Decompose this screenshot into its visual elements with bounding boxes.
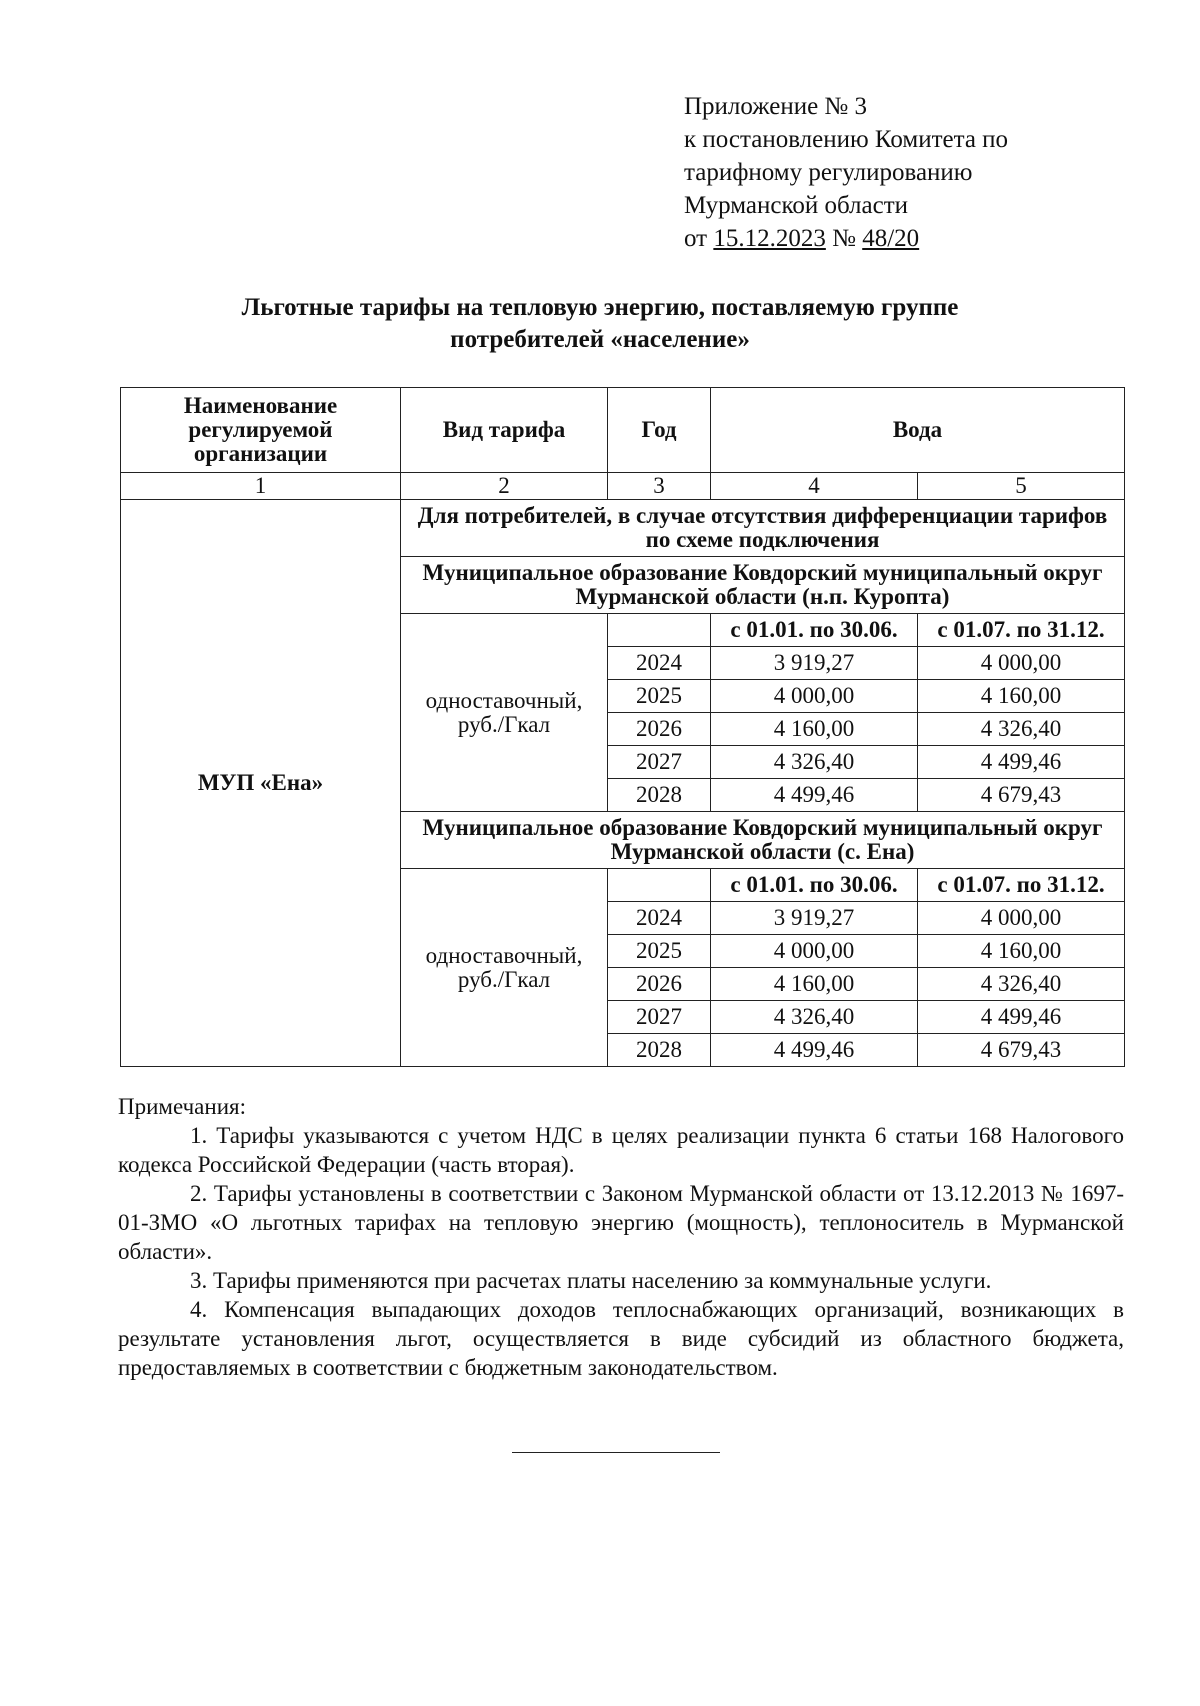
section-title: Муниципальное образование Ковдорский муниципальный округ Мурманской области (н.п. Куропта) xyxy=(401,557,1125,614)
value-h1: 4 160,00 xyxy=(711,713,918,746)
closing-rule xyxy=(512,1452,720,1453)
value-h2: 4 679,43 xyxy=(918,1034,1125,1067)
column-numbers-row xyxy=(121,473,1125,500)
header-org: Наименование регулируемой организации xyxy=(121,388,401,473)
year-cell: 2027 xyxy=(608,746,711,779)
value-h1: 4 326,40 xyxy=(711,1001,918,1034)
appendix-line-3: тарифному регулированию xyxy=(684,159,973,186)
col-number: 1 xyxy=(121,473,401,500)
value-h1: 4 000,00 xyxy=(711,680,918,713)
value-h1: 4 326,40 xyxy=(711,746,918,779)
header-type: Вид тарифа xyxy=(401,388,608,473)
value-h2: 4 000,00 xyxy=(918,902,1125,935)
date-prefix: от xyxy=(684,225,708,252)
empty-cell xyxy=(608,614,711,647)
value-h1: 4 499,46 xyxy=(711,1034,918,1067)
appendix-block xyxy=(684,90,1008,255)
year-cell: 2028 xyxy=(608,779,711,812)
header-year: Год xyxy=(608,388,711,473)
value-h2: 4 679,43 xyxy=(918,779,1125,812)
appendix-line-4: Мурманской области xyxy=(684,192,909,219)
year-cell: 2026 xyxy=(608,713,711,746)
year-cell: 2024 xyxy=(608,902,711,935)
document-title xyxy=(150,292,1050,356)
notes-block xyxy=(118,1092,1124,1382)
value-h2: 4 326,40 xyxy=(918,968,1125,1001)
general-note-row xyxy=(121,500,1125,557)
col-number: 2 xyxy=(401,473,608,500)
resolution-number: 48/20 xyxy=(862,225,920,252)
value-h2: 4 000,00 xyxy=(918,647,1125,680)
value-h2: 4 326,40 xyxy=(918,713,1125,746)
value-h1: 4 000,00 xyxy=(711,935,918,968)
tariff-type: одноставочный, руб./Гкал xyxy=(401,614,608,812)
col-number: 3 xyxy=(608,473,711,500)
note-item: 1. Тарифы указываются с учетом НДС в целях реализации пункта 6 статьи 168 Налогового кодекса Российской Федерации (часть вторая). xyxy=(118,1123,1124,1177)
period-2: с 01.07. по 31.12. xyxy=(918,869,1125,902)
tariff-type: одноставочный, руб./Гкал xyxy=(401,869,608,1067)
value-h1: 4 160,00 xyxy=(711,968,918,1001)
period-1: с 01.01. по 30.06. xyxy=(711,869,918,902)
value-h2: 4 160,00 xyxy=(918,935,1125,968)
org-name: МУП «Ена» xyxy=(121,500,401,1067)
general-note: Для потребителей, в случае отсутствия дифференциации тарифов по схеме подключения xyxy=(401,500,1125,557)
header-water: Вода xyxy=(711,388,1125,473)
note-item: 2. Тарифы установлены в соответствии с Законом Мурманской области от 13.12.2013 № 1697-01-ЗМО «О льготных тарифах на тепловую энергию (мощность), теплоноситель в Мурманской области». xyxy=(118,1181,1124,1264)
period-1: с 01.01. по 30.06. xyxy=(711,614,918,647)
value-h1: 3 919,27 xyxy=(711,902,918,935)
title-line-2: потребителей «население» xyxy=(450,326,750,353)
year-cell: 2028 xyxy=(608,1034,711,1067)
section-title: Муниципальное образование Ковдорский муниципальный округ Мурманской области (с. Ена) xyxy=(401,812,1125,869)
year-cell: 2025 xyxy=(608,680,711,713)
appendix-line-1: Приложение № 3 xyxy=(684,93,868,120)
col-number: 4 xyxy=(711,473,918,500)
appendix-line-2: к постановлению Комитета по xyxy=(684,126,1009,153)
period-2: с 01.07. по 31.12. xyxy=(918,614,1125,647)
year-cell: 2026 xyxy=(608,968,711,1001)
notes-heading: Примечания: xyxy=(118,1094,246,1119)
value-h2: 4 499,46 xyxy=(918,746,1125,779)
tariff-table xyxy=(120,387,1125,1067)
year-cell: 2024 xyxy=(608,647,711,680)
value-h1: 3 919,27 xyxy=(711,647,918,680)
year-cell: 2025 xyxy=(608,935,711,968)
empty-cell xyxy=(608,869,711,902)
value-h2: 4 160,00 xyxy=(918,680,1125,713)
note-item: 3. Тарифы применяются при расчетах платы населению за коммунальные услуги. xyxy=(190,1268,992,1293)
value-h1: 4 499,46 xyxy=(711,779,918,812)
year-cell: 2027 xyxy=(608,1001,711,1034)
note-item: 4. Компенсация выпадающих доходов теплоснабжающих организаций, возникающих в результате установления льгот, осуществляется в виде субсидий из областного бюджета, предоставляемых в соответствии с бюджетным законодательством. xyxy=(118,1297,1124,1380)
table-header-row xyxy=(121,388,1125,473)
title-line-1: Льготные тарифы на тепловую энергию, поставляемую группе xyxy=(241,294,959,321)
number-prefix: № xyxy=(832,225,856,252)
col-number: 5 xyxy=(918,473,1125,500)
value-h2: 4 499,46 xyxy=(918,1001,1125,1034)
appendix-date-line xyxy=(684,222,1008,255)
resolution-date: 15.12.2023 xyxy=(713,225,826,252)
